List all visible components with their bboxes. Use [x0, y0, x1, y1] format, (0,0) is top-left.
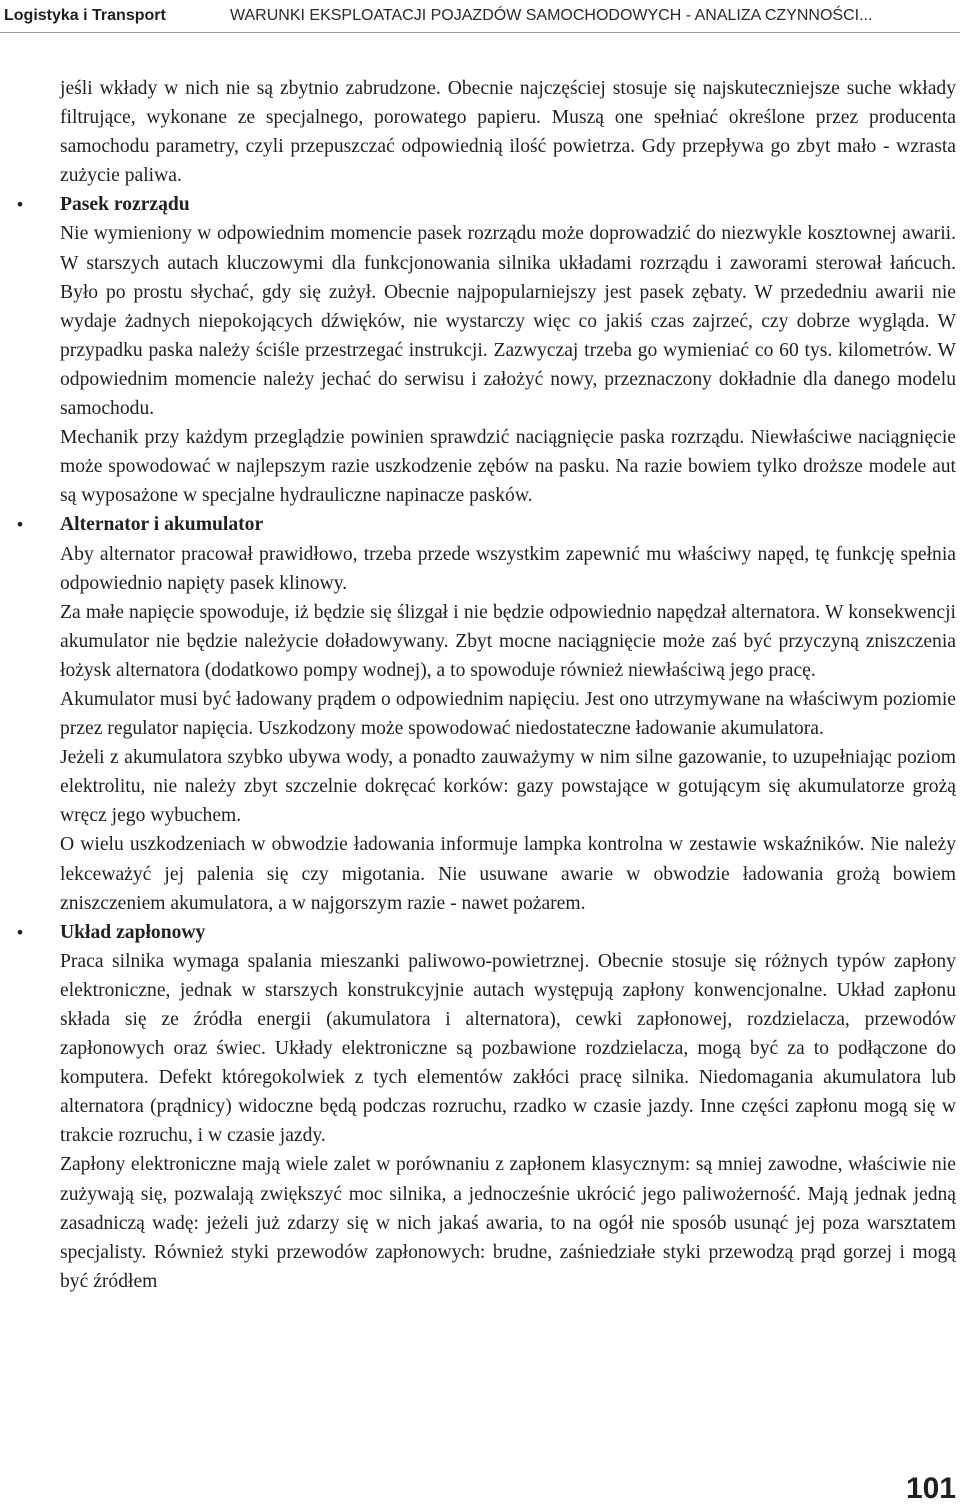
section-heading: Alternator i akumulator	[60, 514, 264, 536]
paragraph: Zapłony elektroniczne mają wiele zalet w porównaniu z zapłonem klasycznym: są mniej zawodne, właściwie nie zużywają się, pozwalają zwiększyć moc silnika, a jednocześnie ukrócić jego paliwożerność. Mają jednak jedną zasadniczą wadę: jeżeli już zdarzy się w nich jakaś awaria, to na ogół nie sposób usunąć jej poza warsztatem specjalisty. Również styki przewodów zapłonowych: brudne, zaśniedziałe styki przewodzą prąd gorzej i mogą być źródłem	[60, 1154, 956, 1292]
journal-title: Logistyka i Transport	[4, 7, 166, 24]
paragraph: Jeżeli z akumulatora szybko ubywa wody, a ponadto zauważymy w nim silne gazowanie, to uzupełniając poziom elektrolitu, nie należy zbyt szczelnie dokręcać korków: gazy powstające w gotującym się akumulatorze grożą wręcz jego wybuchem.	[60, 747, 956, 827]
bullet-icon: •	[15, 195, 25, 215]
article-body	[15, 74, 956, 1296]
running-title: WARUNKI EKSPLOATACJI POJAZDÓW SAMOCHODOWYCH - ANALIZA CZYNNOŚCI...	[230, 7, 873, 24]
paragraph: Za małe napięcie spowoduje, iż będzie się ślizgał i nie będzie odpowiednio napędzał alternatora. W konsekwencji akumulator nie będzie należycie doładowywany. Zbyt mocne naciągnięcie może zaś być przyczyną zniszczenia łożysk alternatora (dodatkowo pompy wodnej), a to spowoduje również niewłaściwą jego pracę.	[60, 601, 956, 681]
running-header	[0, 0, 960, 33]
paragraph: O wielu uszkodzeniach w obwodzie ładowania informuje lampka kontrolna w zestawie wskaźników. Nie należy lekceważyć jej palenia się czy migotania. Nie usuwane awarie w obwodzie ładowania grożą bowiem zniszczeniem akumulatora, a w najgorszym razie - nawet pożarem.	[60, 834, 956, 914]
paragraph: Praca silnika wymaga spalania mieszanki paliwowo-powietrznej. Obecnie stosuje się różnych typów zapłony elektroniczne, jednak w starszych konstrukcyjnie autach występują zapłony konwencjonalne. Układ zapłonu składa się ze źródła energii (akumulatora i alternatora), cewki zapłonowej, rozdzielacza, przewodów zapłonowych oraz świec. Układy elektroniczne są pozbawione rozdzielacza, mogą być za to podłączone do komputera. Defekt któregokolwiek z tych elementów zakłóci pracę silnika. Niedomagania akumulatora lub alternatora (prądnicy) widoczne będą podczas rozruchu, rzadko w czasie jazdy. Inne części zapłonu mogą się w trakcie rozruchu, i w czasie jazdy.	[60, 950, 956, 1147]
paragraph: Nie wymieniony w odpowiednim momencie pasek rozrządu może doprowadzić do niezwykle kosztownej awarii. W starszych autach kluczowymi dla funkcjonowania silnika układami rozrządu i zaworami sterował łańcuch. Było po prostu słychać, gdy się zużył. Obecnie najpopularniejszy jest pasek zębaty. W przededniu awarii nie wydaje żadnych niepokojących dźwięków, nie wystarczy więc co jakiś czas zajrzeć, czy dobrze wygląda. W przypadku paska należy ściśle przestrzegać instrukcji. Zazwyczaj trzeba go wymieniać co 60 tys. kilometrów. W odpowiednim momencie należy jechać do serwisu i założyć nowy, przeznaczony dokładnie dla danego modelu samochodu.	[60, 223, 956, 420]
section-ignition-system	[15, 918, 956, 1296]
page-number: 101	[905, 1472, 956, 1505]
section-timing-belt	[15, 190, 956, 510]
section-alternator-battery	[15, 510, 956, 917]
intro-paragraph: jeśli wkłady w nich nie są zbytnio zabrudzone. Obecnie najczęściej stosuje się najskuteczniejsze suche wkłady filtrujące, wykonane ze specjalnego, porowatego papieru. Muszą one spełniać określone przez producenta samochodu parametry, czyli przepuszczać odpowiednią ilość powietrza. Gdy przepływa go zbyt mało - wzrasta zużycie paliwa.	[60, 78, 956, 187]
paragraph: Akumulator musi być ładowany prądem o odpowiednim napięciu. Jest ono utrzymywane na właściwym poziomie przez regulator napięcia. Uszkodzony może spowodować niedostateczne ładowanie akumulatora.	[60, 688, 956, 740]
section-heading: Pasek rozrządu	[60, 194, 190, 216]
bullet-icon: •	[15, 515, 25, 535]
paragraph: Mechanik przy każdym przeglądzie powinien sprawdzić naciągnięcie paska rozrządu. Niewłaściwe naciągnięcie może spowodować w najlepszym razie uszkodzenie zębów na pasku. Na razie bowiem tylko droższe modele aut są wyposażone w specjalne hydrauliczne napinacze pasków.	[60, 427, 956, 507]
paragraph: Aby alternator pracował prawidłowo, trzeba przede wszystkim zapewnić mu właściwy napęd, tę funkcję spełnia odpowiednio napięty pasek klinowy.	[60, 543, 956, 594]
section-heading: Układ zapłonowy	[60, 921, 206, 943]
bullet-icon: •	[15, 922, 25, 942]
